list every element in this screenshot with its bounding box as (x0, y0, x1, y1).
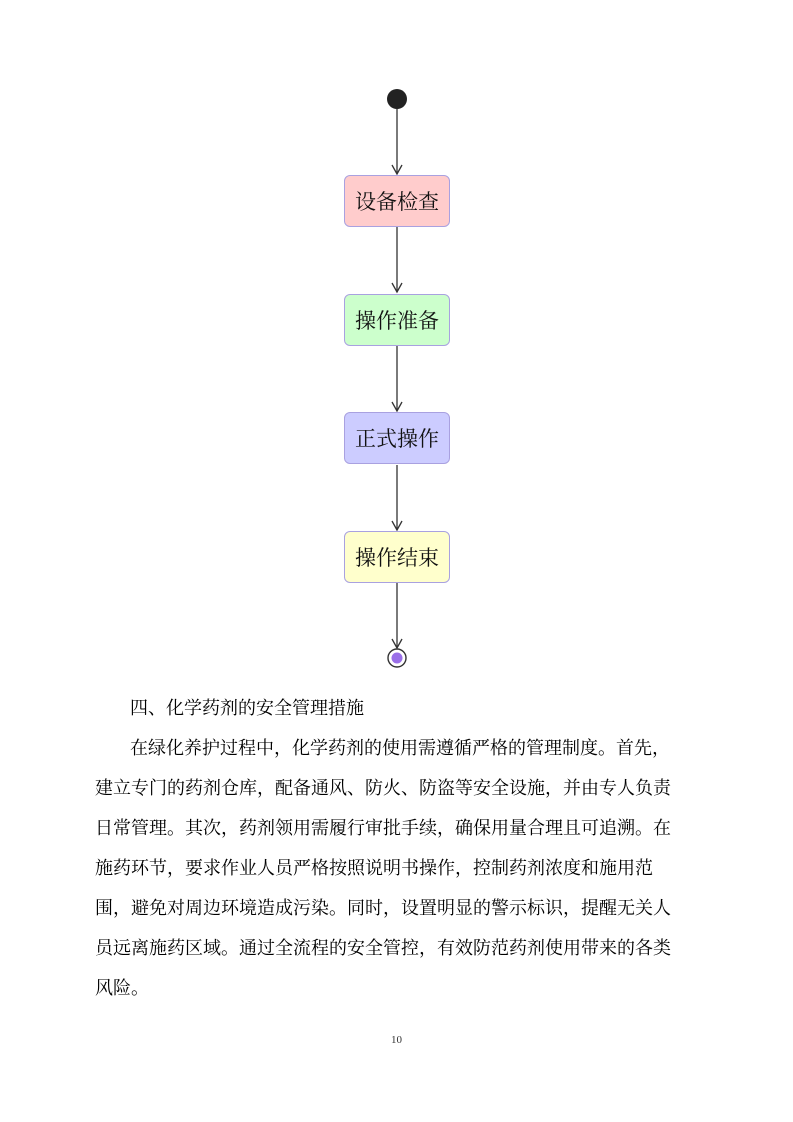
flow-node-equipment-check: 设备检查 (344, 175, 450, 227)
paragraph-line: 施药环节，要求作业人员严格按照说明书操作，控制药剂浓度和施用范 (95, 858, 653, 879)
flow-end-node-core (392, 653, 403, 664)
flow-node-formal-operation: 正式操作 (344, 412, 450, 464)
flow-node-operation-end: 操作结束 (344, 531, 450, 583)
paragraph-line: 围，避免对周边环境造成污染。同时，设置明显的警示标识，提醒无关人 (95, 898, 671, 919)
paragraph-line: 建立专门的药剂仓库，配备通风、防火、防盗等安全设施，并由专人负责 (95, 778, 671, 799)
paragraph-line: 员远离施药区域。通过全流程的安全管控，有效防范药剂使用带来的各类 (95, 938, 671, 959)
page-number: 10 (391, 1034, 402, 1046)
flow-node-operation-prep: 操作准备 (344, 294, 450, 346)
flow-start-node (387, 89, 407, 109)
paragraph-line: 风险。 (95, 978, 149, 999)
section-heading: 四、化学药剂的安全管理措施 (130, 698, 364, 719)
paragraph-line: 在绿化养护过程中，化学药剂的使用需遵循严格的管理制度。首先， (130, 738, 670, 759)
paragraph-line: 日常管理。其次，药剂领用需履行审批手续，确保用量合理且可追溯。在 (95, 818, 671, 839)
